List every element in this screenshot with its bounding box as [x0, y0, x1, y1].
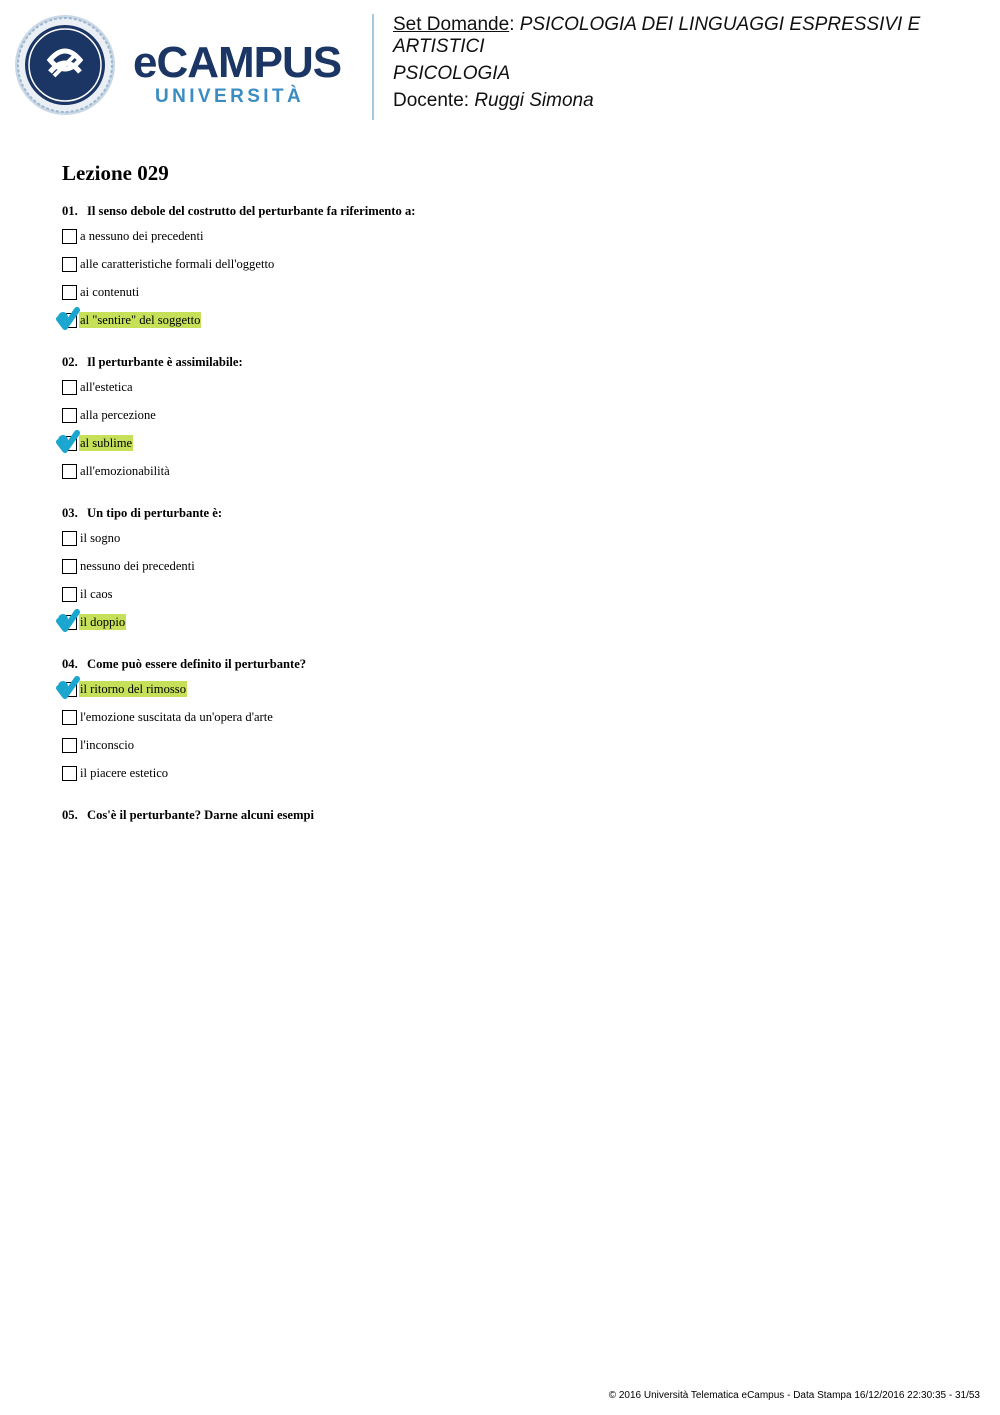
question-number: 02. — [62, 355, 78, 369]
set-separator: : — [509, 14, 515, 35]
answer-label-correct: il ritorno del rimosso — [80, 682, 186, 696]
answer-option[interactable] — [62, 400, 942, 428]
answer-checkbox[interactable] — [62, 285, 77, 300]
question-label: Il perturbante è assimilabile: — [87, 355, 243, 369]
answer-checkbox[interactable] — [62, 229, 77, 244]
answer-option[interactable] — [62, 523, 942, 551]
answer-label: alle caratteristiche formali dell'oggetto — [80, 257, 275, 271]
answer-option[interactable] — [62, 730, 942, 758]
brand-name: eCAMPUS — [133, 38, 342, 87]
answer-option[interactable] — [62, 305, 942, 333]
answer-option[interactable] — [62, 372, 942, 400]
answer-label: il caos — [80, 587, 113, 601]
answer-checkbox[interactable] — [62, 257, 77, 272]
answer-checkbox[interactable] — [62, 531, 77, 546]
answer-option[interactable] — [62, 607, 942, 635]
question-text — [62, 201, 942, 221]
checkmark-icon — [56, 307, 80, 333]
answer-label: ai contenuti — [80, 285, 140, 299]
question-4 — [62, 654, 942, 786]
teacher-name: Ruggi Simona — [474, 90, 594, 111]
question-2 — [62, 352, 942, 484]
answer-label: nessuno dei precedenti — [80, 559, 195, 573]
answer-option[interactable] — [62, 277, 942, 305]
answer-label: alla percezione — [80, 408, 156, 422]
answer-checkbox[interactable] — [62, 766, 77, 781]
checkmark-icon — [56, 676, 80, 702]
answer-option[interactable] — [62, 456, 942, 484]
set-title: PSICOLOGIA DEI LINGUAGGI ESPRESSIVI E ARTISTICI — [393, 14, 921, 57]
answer-label-correct: al sublime — [80, 436, 133, 450]
checkmark-icon — [56, 430, 80, 456]
question-label: Come può essere definito il perturbante? — [87, 657, 307, 671]
question-1 — [62, 201, 942, 333]
teacher-line — [393, 90, 983, 112]
answer-option[interactable] — [62, 428, 942, 456]
question-text — [62, 654, 942, 674]
answer-checkbox[interactable] — [62, 380, 77, 395]
answer-label: a nessuno dei precedenti — [80, 229, 204, 243]
question-number: 04. — [62, 657, 78, 671]
footer-copyright: © 2016 Università Telematica eCampus - Data Stampa 16/12/2016 22:30:35 - 31/53 — [608, 1390, 980, 1401]
question-text — [62, 805, 942, 825]
answer-label-correct: al "sentire" del soggetto — [80, 313, 201, 327]
course-line — [393, 63, 983, 85]
answer-label: all'emozionabilità — [80, 464, 170, 478]
university-seal-logo — [14, 14, 116, 116]
answer-label: l'emozione suscitata da un'opera d'arte — [80, 710, 273, 724]
answer-label: il sogno — [80, 531, 121, 545]
question-label: Un tipo di perturbante è: — [87, 506, 223, 520]
answer-label-correct: il doppio — [80, 615, 126, 629]
question-5 — [62, 805, 942, 825]
brand-subtitle: UNIVERSITÀ — [155, 86, 305, 107]
answer-label: l'inconscio — [80, 738, 135, 752]
teacher-label: Docente: — [393, 90, 470, 111]
lesson-title: Lezione 029 — [62, 161, 169, 185]
question-label: Il senso debole del costrutto del perturbante fa riferimento a: — [87, 204, 416, 218]
answer-checkbox[interactable] — [62, 464, 77, 479]
brand-wordmark — [133, 38, 358, 110]
question-3 — [62, 503, 942, 635]
question-label: Cos'è il perturbante? Darne alcuni esempi — [87, 808, 315, 822]
question-number: 03. — [62, 506, 78, 520]
set-title-line — [393, 14, 983, 58]
answer-option[interactable] — [62, 221, 942, 249]
answer-checkbox[interactable] — [62, 738, 77, 753]
question-number: 05. — [62, 808, 78, 822]
answer-option[interactable] — [62, 579, 942, 607]
answer-option[interactable] — [62, 249, 942, 277]
answer-label: all'estetica — [80, 380, 133, 394]
header-divider — [372, 14, 374, 120]
checkmark-icon — [56, 609, 80, 635]
answer-checkbox[interactable] — [62, 408, 77, 423]
answer-label: il piacere estetico — [80, 766, 169, 780]
question-text — [62, 503, 942, 523]
answer-checkbox[interactable] — [62, 710, 77, 725]
answer-checkbox[interactable] — [62, 559, 77, 574]
question-text — [62, 352, 942, 372]
answer-checkbox[interactable] — [62, 587, 77, 602]
course-name: PSICOLOGIA — [393, 63, 511, 84]
answer-option[interactable] — [62, 702, 942, 730]
answer-option[interactable] — [62, 758, 942, 786]
set-label: Set Domande — [393, 14, 510, 35]
question-number: 01. — [62, 204, 78, 218]
answer-option[interactable] — [62, 674, 942, 702]
header-info — [393, 14, 983, 117]
answer-option[interactable] — [62, 551, 942, 579]
